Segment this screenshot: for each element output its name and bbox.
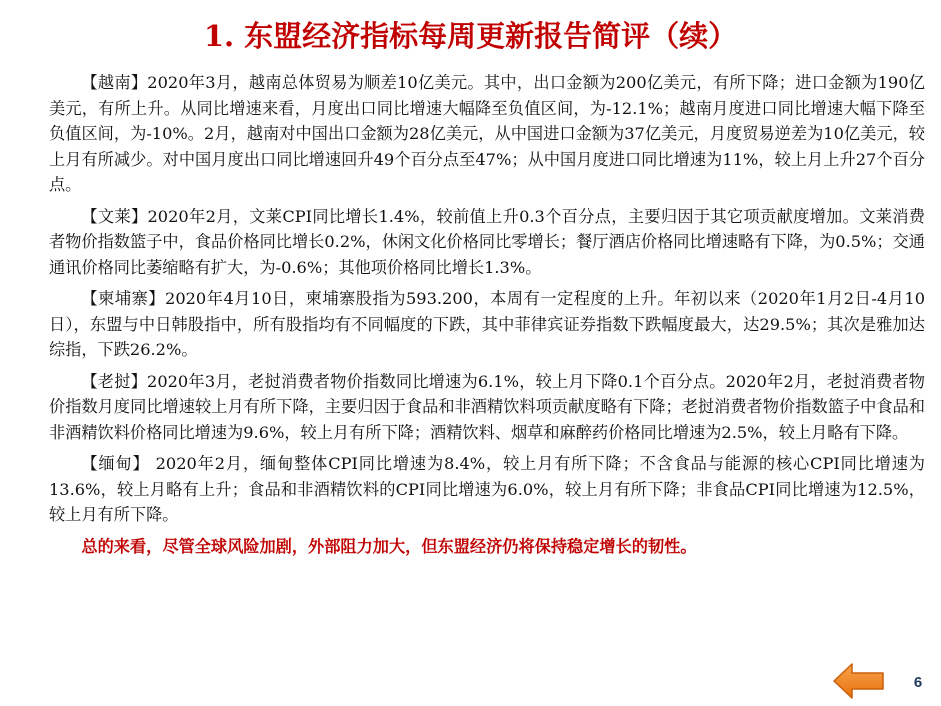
report-body xyxy=(49,70,925,559)
paragraph-vietnam: 【越南】2020年3月，越南总体贸易为顺差10亿美元。其中，出口金额为200亿美元，有所下降；进口金额为190亿美元，有所上升。从同比增速来看，月度出口同比增速大幅降至负值区间，为-12.1%；越南月度进口同比增速大幅下降至负值区间，为-10%。2月，越南对中国出口金额为28亿美元，从中国进口金额为37亿美元，月度贸易逆差为10亿美元，较上月有所减少。对中国月度出口同比增速回升49个百分点至47%；从中国月度进口同比增速为11%，较上月上升27个百分点。 xyxy=(49,73,925,194)
paragraph-cambodia: 【柬埔寨】2020年4月10日，柬埔寨股指为593.200，本周有一定程度的上升。年初以来（2020年1月2日-4月10日），东盟与中日韩股指中，所有股指均有不同幅度的下跌，其中菲律宾证券指数下跌幅度最大，达29.5%；其次是雅加达综指，下跌26.2%。 xyxy=(49,289,925,359)
left-arrow-icon xyxy=(832,662,886,700)
previous-page-button[interactable] xyxy=(832,662,886,700)
paragraph-laos: 【老挝】2020年3月，老挝消费者物价指数同比增速为6.1%，较上月下降0.1个百分点。2020年2月，老挝消费者物价指数月度同比增速较上月有所下降，主要归因于食品和非酒精饮料项贡献度略有下降；老挝消费者物价指数篮子中食品和非酒精饮料价格同比增速为9.6%，较上月有所下降；酒精饮料、烟草和麻醉药价格同比增速为2.5%，较上月略有下降。 xyxy=(49,371,925,442)
paragraph-brunei: 【文莱】2020年2月，文莱CPI同比增长1.4%，较前值上升0.3个百分点，主要归因于其它项贡献度增加。文莱消费者物价指数篮子中，食品价格同比增长0.2%，休闲文化价格同比零增长；餐厅酒店价格同比增速略有下降，为0.5%；交通通讯价格同比萎缩略有扩大，为-0.6%；其他项价格同比增长1.3%。 xyxy=(49,206,925,277)
page-number: 6 xyxy=(913,674,923,691)
summary-conclusion: 总的来看，尽管全球风险加剧，外部阻力加大，但东盟经济仍将保持稳定增长的韧性。 xyxy=(81,536,697,556)
paragraph-myanmar: 【缅甸】 2020年2月，缅甸整体CPI同比增速为8.4%，较上月有所下降；不含食品与能源的核心CPI同比增速为13.6%，较上月略有上升；食品和非酒精饮料的CPI同比增速为6.0%，较上月有所下降；非食品CPI同比增速为12.5%，较上月有所下降。 xyxy=(49,454,925,524)
page-title: 1. 东盟经济指标每周更新报告简评（续） xyxy=(203,19,738,53)
